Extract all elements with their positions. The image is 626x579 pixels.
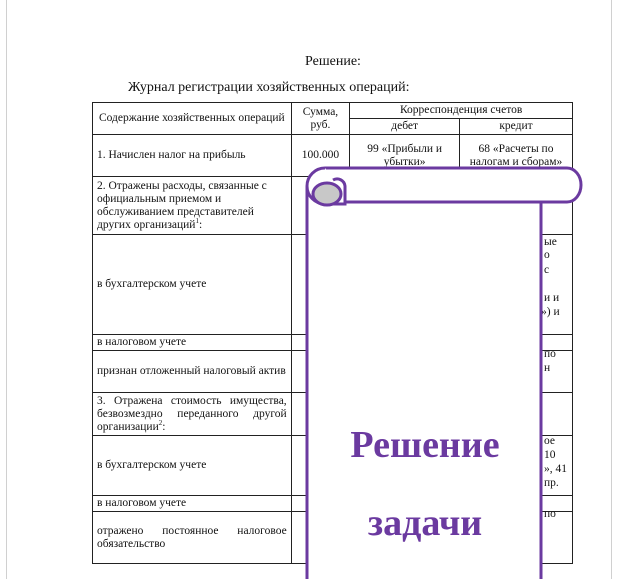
credit-fragment: с [544, 264, 550, 276]
row-content: 2. Отражены расходы, связанные с официальным приемом и обслуживанием представителей других организаций$^1$: [93, 177, 292, 235]
row-content: в налоговом учете [93, 335, 292, 351]
credit-fragment: о [544, 249, 550, 261]
credit-fragment: по [544, 348, 556, 360]
row-content: в бухгалтерском учете [93, 436, 292, 496]
scroll-title-line2: задачи [367, 502, 483, 544]
credit-fragment: 10 [544, 449, 556, 461]
credit-fragment: », 41 [544, 463, 567, 475]
footnote-mark: 1 [195, 216, 199, 225]
credit-fragment: ые [544, 236, 557, 248]
credit-fragment: пр. [544, 477, 559, 489]
row-content: признан отложенный налоговый актив [93, 351, 292, 393]
footnote-mark: 2 [158, 418, 163, 427]
header-debit: дебет [350, 119, 460, 135]
row-content: в бухгалтерском учете [93, 235, 292, 335]
credit-fragment: н [544, 362, 551, 374]
header-row [93, 103, 573, 119]
credit-fragment: ») и [541, 306, 560, 318]
solution-heading: Решение: [305, 54, 361, 69]
row-content: в налоговом учете [93, 496, 292, 512]
journal-title: Журнал регистрации хозяйственных операций: [128, 80, 410, 95]
row-debit: 99 «Прибыли и убытки» [350, 135, 460, 177]
credit-fragment: и и [544, 292, 560, 304]
solution-scroll-banner [305, 166, 585, 579]
page-right-edge [611, 0, 612, 579]
credit-fragment: ое [544, 435, 555, 447]
header-sum: Сумма, руб. [291, 103, 350, 135]
page-left-edge [6, 0, 7, 579]
scroll-title-line1: Решение [350, 424, 500, 466]
row-content: отражено постоянное налоговое обязательство [93, 512, 292, 564]
header-content: Содержание хозяйственных операций [93, 103, 292, 135]
header-credit: кредит [460, 119, 573, 135]
credit-fragment: по [544, 508, 556, 520]
header-correspondence: Корреспонденция счетов [350, 103, 573, 119]
row-credit: 68 «Расчеты по налогам и сборам» [460, 135, 573, 177]
row-content: 3. Отражена стоимость имущества, безвозмездно переданного другой организации$^2$: [93, 393, 292, 436]
row-content: 1. Начислен налог на прибыль [93, 135, 292, 177]
row-sum: 100.000 [291, 135, 350, 177]
